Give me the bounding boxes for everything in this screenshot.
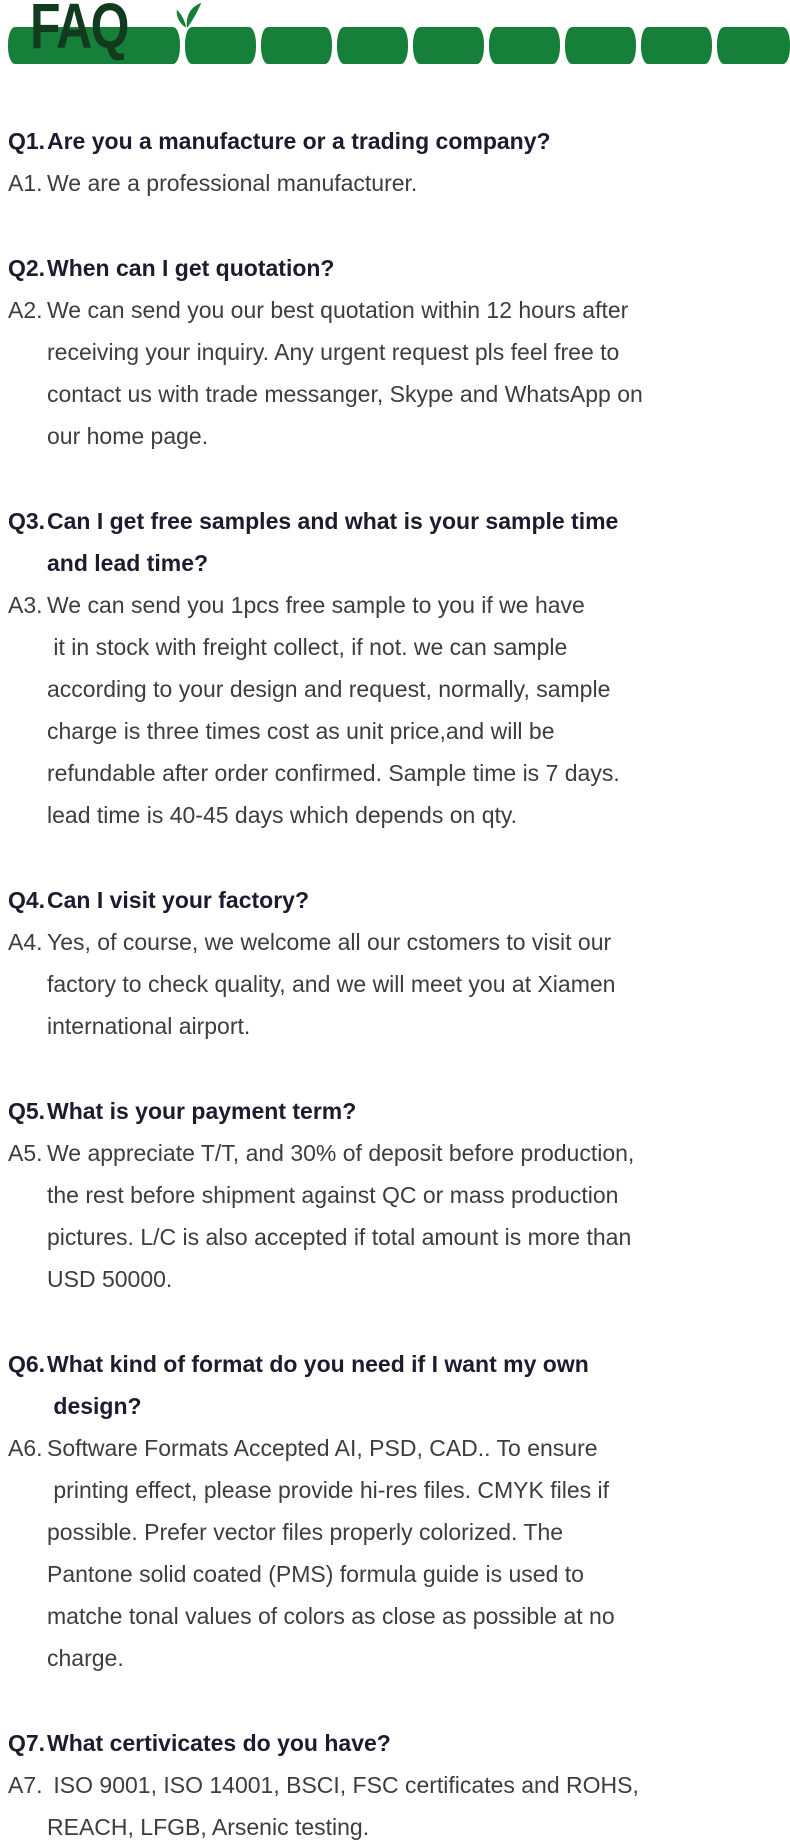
question-line: What kind of format do you need if I want my own <box>47 1351 589 1377</box>
answer-line: contact us with trade messanger, Skype and WhatsApp on <box>47 381 643 407</box>
answer-line: USD 50000. <box>47 1266 173 1292</box>
answer-line: our home page. <box>47 423 209 449</box>
answer-line: factory to check quality, and we will meet you at Xiamen <box>47 971 616 997</box>
question <box>8 500 782 584</box>
answer-line: REACH, LFGB, Arsenic testing. <box>47 1814 370 1840</box>
bamboo-segment <box>185 27 256 64</box>
faq-item <box>8 1343 782 1679</box>
answer-line: Yes, of course, we welcome all our cstomers to visit our <box>47 929 612 955</box>
question-text <box>47 500 782 584</box>
answer-number: A7. <box>8 1772 43 1798</box>
question-text <box>47 1090 782 1132</box>
answer-line: lead time is 40-45 days which depends on qty. <box>47 802 518 828</box>
question-line: Can I get free samples and what is your sample time <box>47 508 619 534</box>
answer-number: A6. <box>8 1435 43 1461</box>
answer-number: A4. <box>8 929 43 955</box>
question-line: Are you a manufacture or a trading company? <box>47 128 551 154</box>
question <box>8 1343 782 1427</box>
question-line: When can I get quotation? <box>47 255 335 281</box>
answer-line: pictures. L/C is also accepted if total amount is more than <box>47 1224 632 1250</box>
page-title: FAQ <box>30 0 128 62</box>
answer-line: We are a professional manufacturer. <box>47 170 418 196</box>
question-line: What certivicates do you have? <box>47 1730 391 1756</box>
question <box>8 247 782 289</box>
answer-line: receiving your inquiry. Any urgent request pls feel free to <box>47 339 620 365</box>
answer <box>8 584 782 836</box>
answer-number: A1. <box>8 170 43 196</box>
faq-item <box>8 1090 782 1300</box>
answer-text <box>47 921 782 1047</box>
answer-line: charge. <box>47 1645 124 1671</box>
answer <box>8 1132 782 1300</box>
answer <box>8 162 782 204</box>
question-text <box>47 879 782 921</box>
question-line: design? <box>47 1393 142 1419</box>
bamboo-segment <box>565 27 636 64</box>
faq-item <box>8 500 782 836</box>
answer-line: charge is three times cost as unit price,and will be <box>47 718 555 744</box>
question-line: What is your payment term? <box>47 1098 357 1124</box>
bamboo-segment <box>337 27 408 64</box>
question-number: Q2. <box>8 255 46 281</box>
question-line: and lead time? <box>47 550 209 576</box>
answer-line: We can send you our best quotation within 12 hours after <box>47 297 629 323</box>
answer-line: refundable after order confirmed. Sample time is 7 days. <box>47 760 620 786</box>
question-text <box>47 1343 782 1427</box>
question-text <box>47 1722 782 1764</box>
faq-item <box>8 1722 782 1841</box>
question <box>8 879 782 921</box>
question-line: Can I visit your factory? <box>47 887 310 913</box>
answer-line: Software Formats Accepted AI, PSD, CAD.. To ensure <box>47 1435 598 1461</box>
faq-item <box>8 120 782 204</box>
answer-text <box>47 1764 782 1841</box>
answer-line: We can send you 1pcs free sample to you if we have <box>47 592 585 618</box>
question-number: Q3. <box>8 508 46 534</box>
answer-line: We appreciate T/T, and 30% of deposit before production, <box>47 1140 635 1166</box>
faq-list <box>0 66 790 1841</box>
answer <box>8 921 782 1047</box>
answer <box>8 1427 782 1679</box>
answer-text <box>47 289 782 457</box>
answer-text <box>47 584 782 836</box>
answer-text <box>47 1132 782 1300</box>
bamboo-segment <box>413 27 484 64</box>
answer-line: the rest before shipment against QC or mass production <box>47 1182 619 1208</box>
bamboo-segment <box>261 27 332 64</box>
answer-line: it in stock with freight collect, if not. we can sample <box>47 634 568 660</box>
answer <box>8 1764 782 1841</box>
question-number: Q7. <box>8 1730 46 1756</box>
answer <box>8 289 782 457</box>
question-text <box>47 247 782 289</box>
answer-line: printing effect, please provide hi-res files. CMYK files if <box>47 1477 610 1503</box>
question <box>8 1090 782 1132</box>
faq-banner <box>0 0 790 66</box>
question <box>8 1722 782 1764</box>
question-number: Q6. <box>8 1351 46 1377</box>
question-number: Q5. <box>8 1098 46 1124</box>
question-text <box>47 120 782 162</box>
answer-number: A2. <box>8 297 43 323</box>
faq-item <box>8 879 782 1047</box>
answer-number: A3. <box>8 592 43 618</box>
answer-text <box>47 1427 782 1679</box>
question-number: Q4. <box>8 887 46 913</box>
answer-text <box>47 162 782 204</box>
question-number: Q1. <box>8 128 46 154</box>
bamboo-segment <box>641 27 712 64</box>
answer-line: ISO 9001, ISO 14001, BSCI, FSC certificates and ROHS, <box>47 1772 639 1798</box>
answer-number: A5. <box>8 1140 43 1166</box>
answer-line: international airport. <box>47 1013 251 1039</box>
answer-line: Pantone solid coated (PMS) formula guide is used to <box>47 1561 584 1587</box>
question <box>8 120 782 162</box>
faq-item <box>8 247 782 457</box>
bamboo-segment <box>717 27 790 64</box>
answer-line: matche tonal values of colors as close as possible at no <box>47 1603 615 1629</box>
bamboo-segment <box>489 27 560 64</box>
answer-line: possible. Prefer vector files properly colorized. The <box>47 1519 564 1545</box>
answer-line: according to your design and request, normally, sample <box>47 676 611 702</box>
bamboo-leaf-icon <box>163 1 209 29</box>
